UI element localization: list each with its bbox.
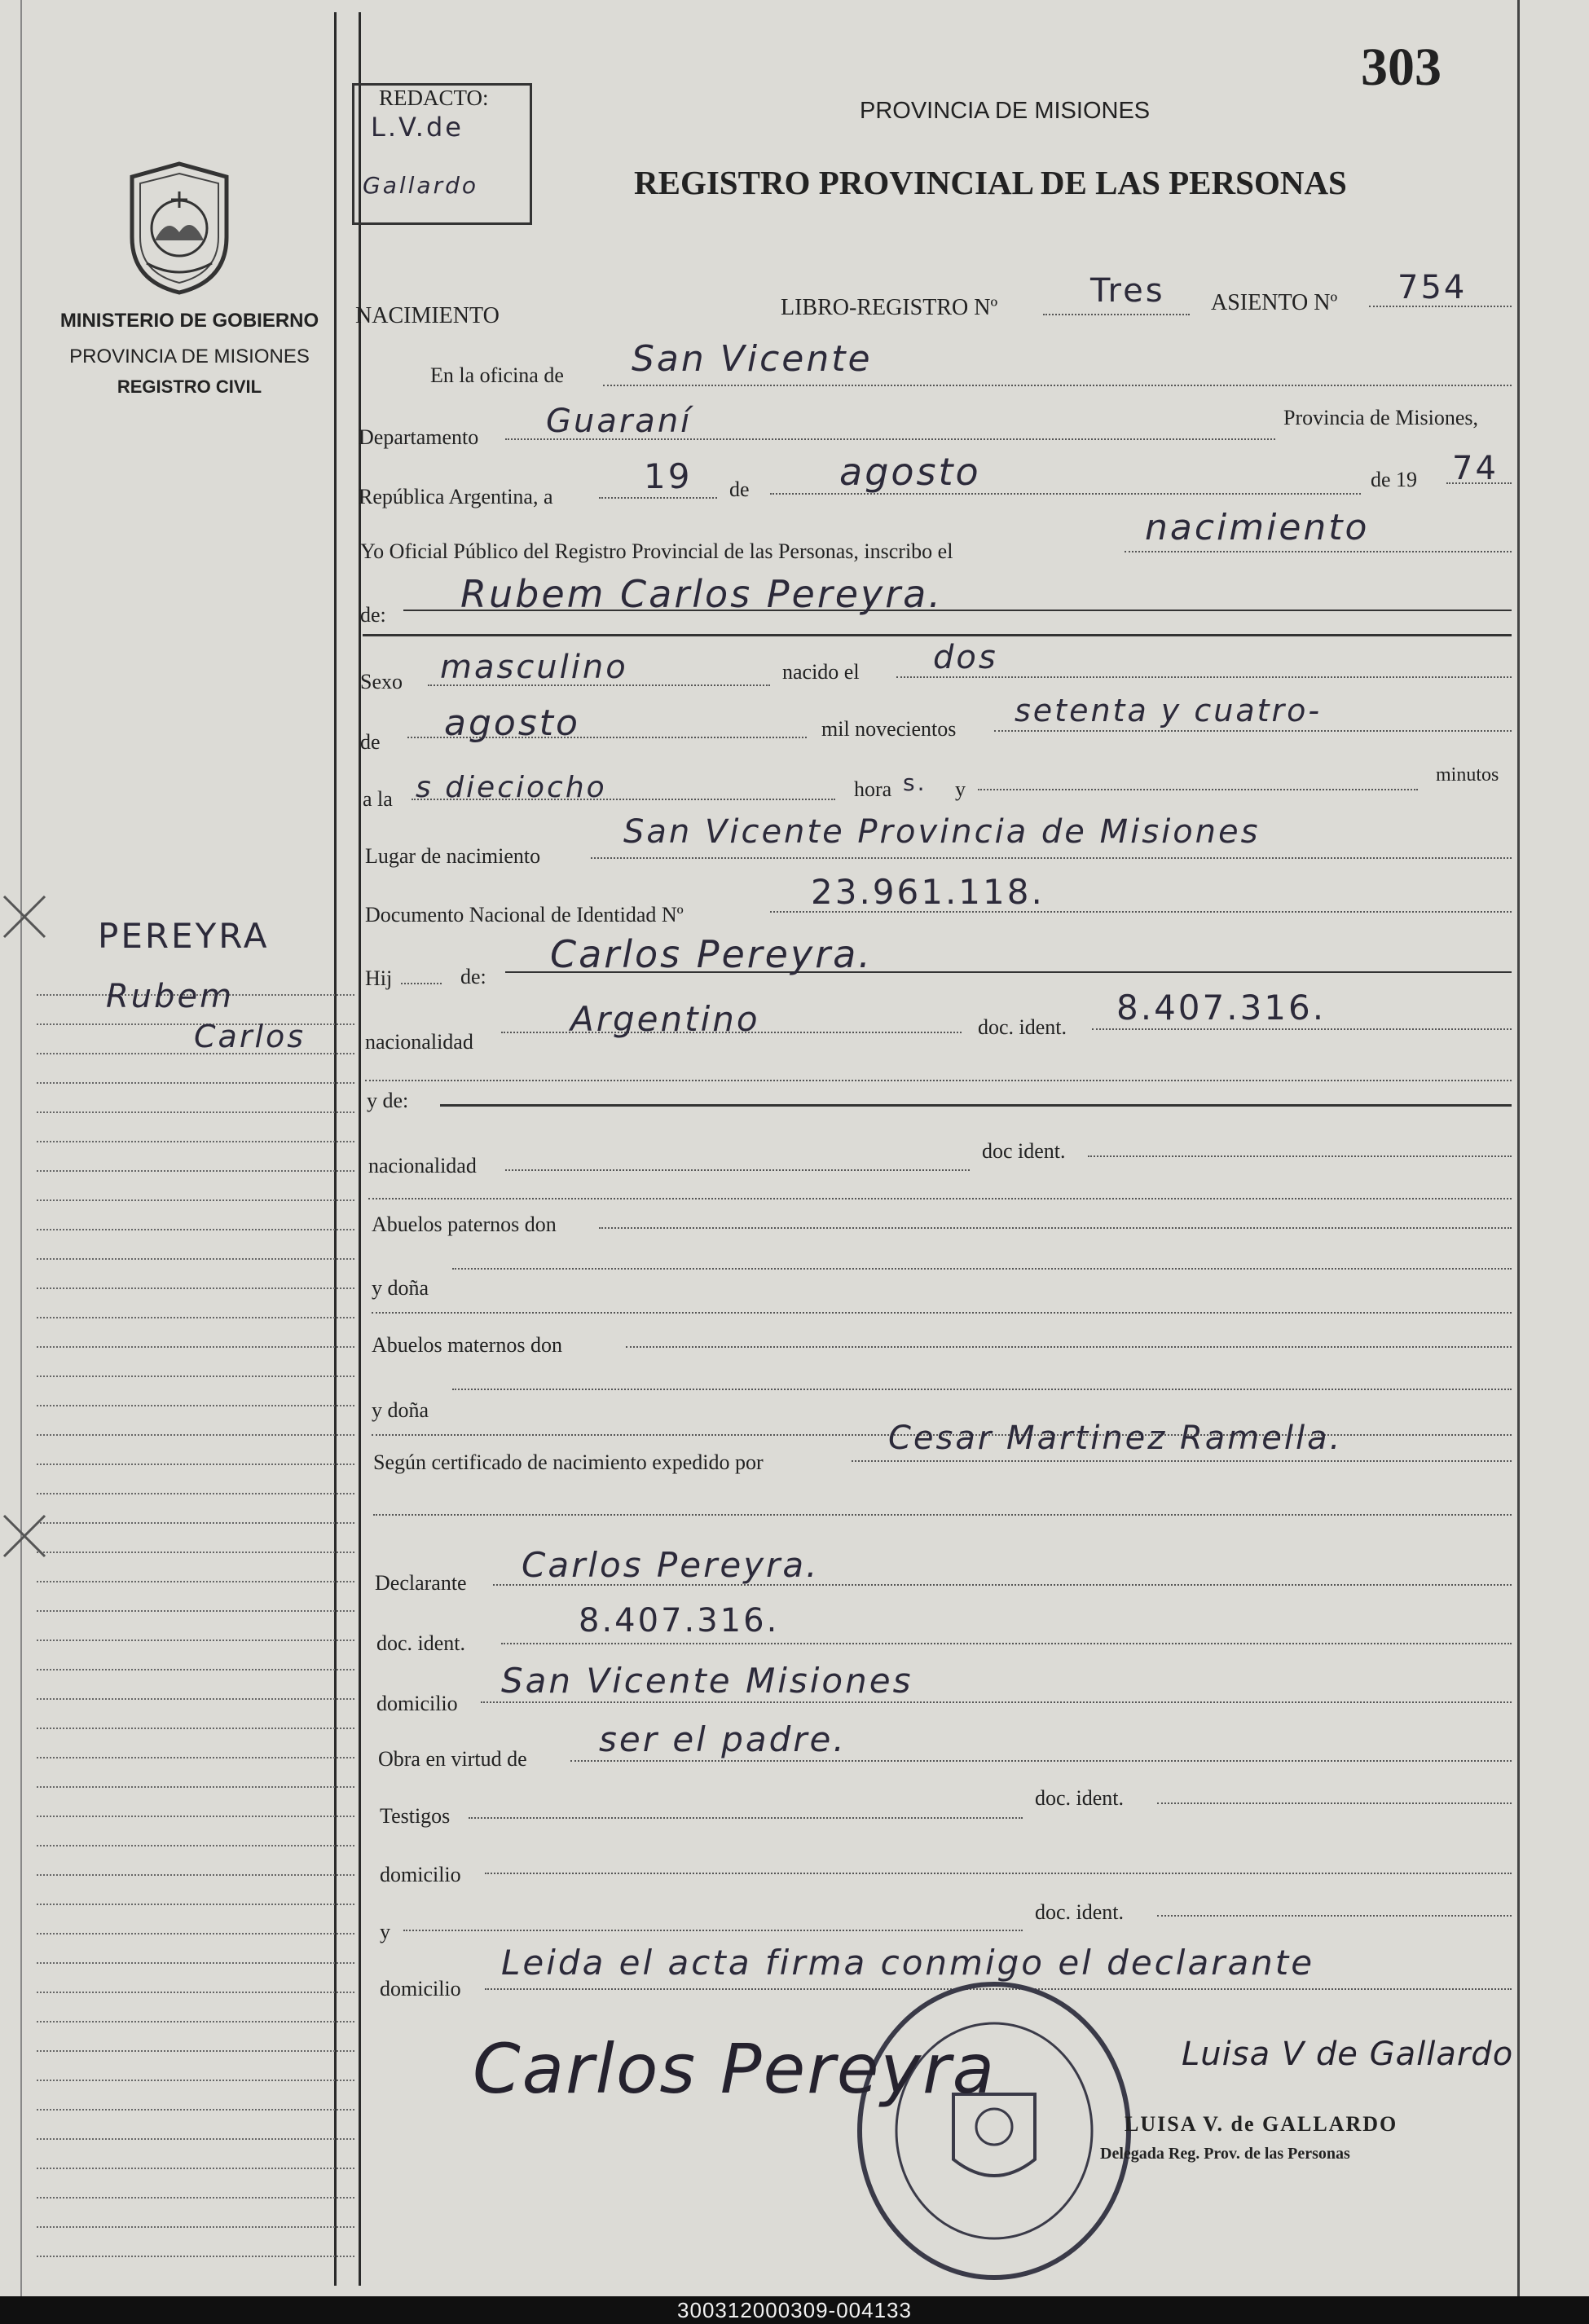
nacimiento-label: NACIMIENTO — [355, 303, 500, 328]
declarant-signature: Carlos Pereyra — [473, 2029, 997, 2109]
libro-value: Tres — [1090, 272, 1165, 310]
dni-value: 23.961.118. — [811, 872, 1045, 912]
margin-ruled-line — [37, 2168, 354, 2169]
margin-ruled-line — [37, 2050, 354, 2052]
lugar-value: San Vicente Provincia de Misiones — [623, 813, 1261, 851]
margin-ruled-line — [37, 2197, 354, 2199]
declarante-label: Declarante — [375, 1571, 467, 1595]
nacido-value: dos — [933, 639, 998, 676]
mes-value: agosto — [839, 450, 981, 494]
asiento-label: ASIENTO Nº — [1211, 290, 1338, 315]
yde-label: y de: — [367, 1089, 409, 1112]
coat-of-arms-icon — [122, 159, 236, 297]
lugar-label: Lugar de nacimiento — [365, 844, 541, 868]
doc1-value: 8.407.316. — [1116, 988, 1327, 1028]
redacto-line1: L.V.de — [371, 112, 464, 143]
departamento-value: Guaraní — [546, 403, 693, 440]
margin-ruled-line — [37, 1904, 354, 1905]
departamento-label: Departamento — [359, 425, 479, 449]
sexo-label: Sexo — [360, 670, 403, 693]
margin-ruled-line — [37, 1434, 354, 1436]
nac1-value: Argentino — [570, 999, 760, 1039]
margin-ruled-line — [37, 1111, 354, 1113]
margin-ruled-line — [37, 1346, 354, 1348]
abuelos-pat-label: Abuelos paternos don — [372, 1213, 557, 1236]
margin-ruled-line — [37, 1522, 354, 1524]
leida-value: Leida el acta firma conmigo el declarante — [501, 1943, 1315, 1983]
province-header: PROVINCIA DE MISIONES — [860, 98, 1151, 124]
official-signature: Luisa V de Gallardo — [1182, 2036, 1514, 2073]
de-mes-value: agosto — [444, 702, 580, 744]
margin-ruled-line — [37, 1992, 354, 1993]
margin-ruled-line — [37, 1669, 354, 1670]
margin-ruled-line — [37, 1552, 354, 1553]
margin-note-line3: Carlos — [194, 1019, 306, 1054]
margin-ruled-line — [37, 1317, 354, 1318]
image-caption: 300312000309-004133 — [0, 2296, 1589, 2324]
nac2-label: nacionalidad — [368, 1154, 477, 1177]
de-mes-label: de — [360, 730, 381, 754]
obra-value: ser el padre. — [599, 1719, 847, 1759]
nacido-label: nacido el — [782, 660, 860, 684]
minutos-label: minutos — [1436, 764, 1499, 786]
hijo-label: Hij — [365, 966, 393, 990]
margin-note-line2: Rubem — [106, 978, 235, 1015]
nac1-label: nacionalidad — [365, 1030, 473, 1054]
anio-value: 74 — [1452, 450, 1499, 487]
margin-ruled-line — [37, 1874, 354, 1876]
margin-ruled-line — [37, 1962, 354, 1964]
domicilio2-label: domicilio — [380, 1863, 461, 1886]
declarante-value: Carlos Pereyra. — [522, 1545, 820, 1585]
y2-label: y — [380, 1920, 390, 1943]
docident-label: doc. ident. — [376, 1631, 466, 1655]
oficial-value: nacimiento — [1145, 507, 1370, 548]
redacto-box — [352, 83, 532, 225]
testigos-doc-label: doc. ident. — [1035, 1786, 1125, 1810]
margin-ruled-line — [37, 1786, 354, 1788]
redacto-label: REDACTO: — [379, 86, 489, 110]
margin-ruled-line — [37, 1698, 354, 1700]
margin-ruled-line — [37, 1082, 354, 1084]
mil-value: setenta y cuatro- — [1015, 693, 1323, 728]
margin-ruled-line — [37, 2256, 354, 2257]
domicilio3-label: domicilio — [380, 1977, 461, 2000]
republica-label: República Argentina, a — [359, 485, 553, 508]
ministry-line2: PROVINCIA DE MISIONES — [69, 346, 310, 368]
ydona1-label: y doña — [372, 1276, 429, 1300]
docident-value: 8.407.316. — [579, 1602, 780, 1640]
ala-value: s dieciocho — [416, 771, 607, 804]
hora-label: hora — [854, 777, 892, 801]
de-label: de — [729, 478, 750, 501]
certificado-value: Cesar Martinez Ramella. — [888, 1419, 1343, 1457]
official-stamp-name: LUISA V. de GALLARDO — [1125, 2112, 1398, 2136]
margin-ruled-line — [37, 1845, 354, 1846]
redacto-line2: Gallardo — [363, 172, 478, 199]
margin-ruled-line — [37, 1405, 354, 1406]
registry-round-stamp-icon — [847, 1972, 1141, 2290]
domicilio1-label: domicilio — [376, 1692, 458, 1715]
dia-value: 19 — [644, 456, 693, 496]
provincia-suffix: Provincia de Misiones, — [1283, 406, 1479, 429]
margin-ruled-line — [37, 1816, 354, 1817]
oficina-value: San Vicente — [632, 338, 873, 380]
margin-ruled-line — [37, 1229, 354, 1230]
margin-ruled-line — [37, 1170, 354, 1172]
margin-ruled-line — [37, 2226, 354, 2228]
margin-ruled-line — [37, 1287, 354, 1289]
doc1-label: doc. ident. — [978, 1015, 1067, 1039]
ministry-line3: REGISTRO CIVIL — [117, 376, 262, 397]
testigos-label: Testigos — [380, 1804, 451, 1828]
libro-label: LIBRO-REGISTRO Nº — [781, 295, 998, 320]
doc2-label: doc ident. — [982, 1139, 1066, 1163]
margin-ruled-line — [37, 1375, 354, 1377]
margin-divider-inner — [359, 12, 361, 2286]
staple-mark-icon — [0, 1508, 49, 1565]
margin-ruled-line — [37, 1933, 354, 1934]
abuelos-mat-label: Abuelos maternos don — [372, 1333, 562, 1357]
y2-doc-label: doc. ident. — [1035, 1900, 1125, 1924]
dni-label: Documento Nacional de Identidad Nº — [365, 903, 684, 927]
margin-ruled-line — [37, 1464, 354, 1465]
registry-title: REGISTRO PROVINCIAL DE LAS PERSONAS — [634, 164, 1347, 201]
margin-ruled-line — [37, 1581, 354, 1582]
right-border — [1517, 0, 1520, 2296]
y-label: y — [955, 777, 966, 801]
margin-ruled-line — [37, 1728, 354, 1729]
mil-label: mil novecientos — [821, 717, 957, 741]
oficial-label: Yo Oficial Público del Registro Provincial de las Personas, inscribo el — [360, 539, 953, 563]
margin-ruled-line — [37, 1610, 354, 1612]
margin-note-line1: PEREYRA — [98, 916, 270, 956]
margin-ruled-line — [37, 2109, 354, 2111]
margin-ruled-line — [37, 2138, 354, 2140]
margin-ruled-line — [37, 2080, 354, 2081]
domicilio1-value: San Vicente Misiones — [501, 1661, 913, 1701]
ala-label: a la — [363, 787, 393, 811]
page-number: 303 — [1361, 37, 1442, 97]
oficina-label: En la oficina de — [430, 363, 564, 387]
margin-ruled-line — [37, 1493, 354, 1494]
hora-value: s. — [903, 769, 927, 796]
margin-ruled-line — [37, 2021, 354, 2022]
nombre-value: Rubem Carlos Pereyra. — [460, 572, 943, 616]
asiento-value: 754 — [1398, 269, 1468, 306]
margin-ruled-line — [37, 1757, 354, 1758]
margin-ruled-line — [37, 1199, 354, 1201]
margin-ruled-line — [37, 1640, 354, 1641]
ministry-line1: MINISTERIO DE GOBIERNO — [59, 310, 319, 332]
margin-divider — [334, 12, 337, 2286]
hijo-de-label: de: — [460, 965, 486, 988]
padre-value: Carlos Pereyra. — [550, 932, 873, 976]
obra-label: Obra en virtud de — [378, 1747, 527, 1771]
binding-line — [20, 0, 22, 2296]
certificado-label: Según certificado de nacimiento expedido por — [373, 1450, 764, 1474]
de-nombre-label: de: — [360, 603, 386, 627]
official-stamp-title: Delegada Reg. Prov. de las Personas — [1100, 2145, 1350, 2163]
margin-ruled-line — [37, 1141, 354, 1142]
margin-ruled-line — [37, 1258, 354, 1260]
anio-label: de 19 — [1371, 468, 1418, 491]
sexo-value: masculino — [440, 649, 628, 686]
ydona2-label: y doña — [372, 1398, 429, 1422]
staple-mark-icon — [0, 888, 49, 945]
